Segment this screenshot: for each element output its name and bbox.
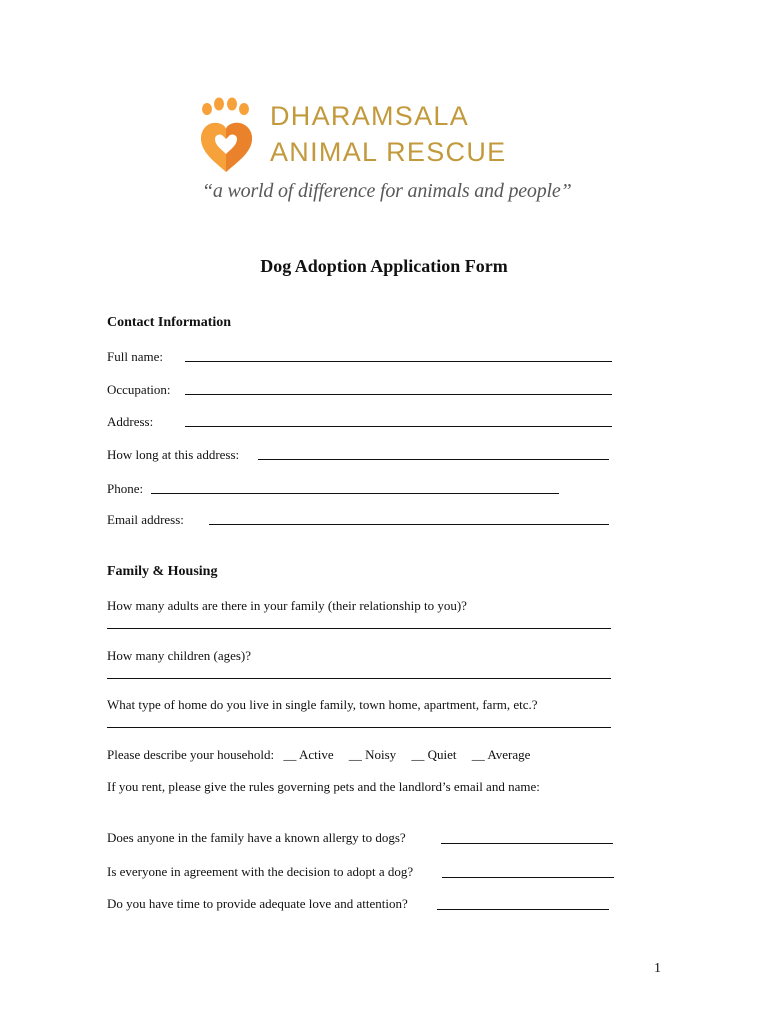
adults-question: How many adults are there in your family (their relationship to you)?	[107, 598, 467, 613]
household-prompt: Please describe your household:	[107, 747, 275, 762]
full-name-label: Full name:	[107, 349, 163, 364]
paw-heart-icon	[197, 96, 259, 176]
rescue-logo	[197, 96, 507, 176]
address-field[interactable]	[185, 426, 612, 427]
home-type-question: What type of home do you live in single family, town home, apartment, farm, etc.?	[107, 697, 538, 712]
children-answer-field[interactable]	[107, 678, 611, 679]
occupation-field[interactable]	[185, 394, 612, 395]
agreement-answer-field[interactable]	[442, 877, 614, 878]
occupation-label: Occupation:	[107, 382, 171, 397]
how-long-field[interactable]	[258, 459, 609, 460]
household-option-active[interactable]: __ Active	[283, 747, 334, 762]
form-title: Dog Adoption Application Form	[260, 256, 508, 276]
rent-question: If you rent, please give the rules governing pets and the landlord’s email and name:	[107, 779, 540, 794]
tagline: “a world of difference for animals and people”	[202, 180, 572, 202]
home-type-answer-field[interactable]	[107, 727, 611, 728]
phone-label: Phone:	[107, 481, 144, 496]
contact-heading: Contact Information	[107, 315, 232, 330]
allergy-answer-field[interactable]	[441, 843, 613, 844]
time-answer-field[interactable]	[437, 909, 609, 910]
how-long-label: How long at this address:	[107, 447, 240, 462]
email-field[interactable]	[209, 524, 609, 525]
address-label: Address:	[107, 414, 154, 429]
paw-toe-4	[239, 103, 249, 115]
allergy-question: Does anyone in the family have a known allergy to dogs?	[107, 830, 406, 845]
children-question: How many children (ages)?	[107, 648, 252, 663]
paw-toe-2	[214, 98, 224, 111]
full-name-field[interactable]	[185, 361, 612, 362]
household-option-average[interactable]: __ Average	[471, 747, 531, 762]
phone-field[interactable]	[151, 493, 559, 494]
paw-toe-1	[202, 103, 212, 115]
household-option-noisy[interactable]: __ Noisy	[348, 747, 397, 762]
household-question	[107, 748, 530, 761]
time-question: Do you have time to provide adequate love and attention?	[107, 896, 408, 911]
brand-name-line1: DHARAMSALA	[270, 101, 470, 131]
email-label: Email address:	[107, 512, 184, 527]
brand-name-line2: ANIMAL RESCUE	[270, 137, 507, 167]
family-heading: Family & Housing	[107, 564, 218, 579]
paw-toe-3	[227, 98, 237, 111]
household-option-quiet[interactable]: __ Quiet	[411, 747, 457, 762]
page-number: 1	[654, 961, 661, 976]
agreement-question: Is everyone in agreement with the decision to adopt a dog?	[107, 864, 414, 879]
adults-answer-field[interactable]	[107, 628, 611, 629]
